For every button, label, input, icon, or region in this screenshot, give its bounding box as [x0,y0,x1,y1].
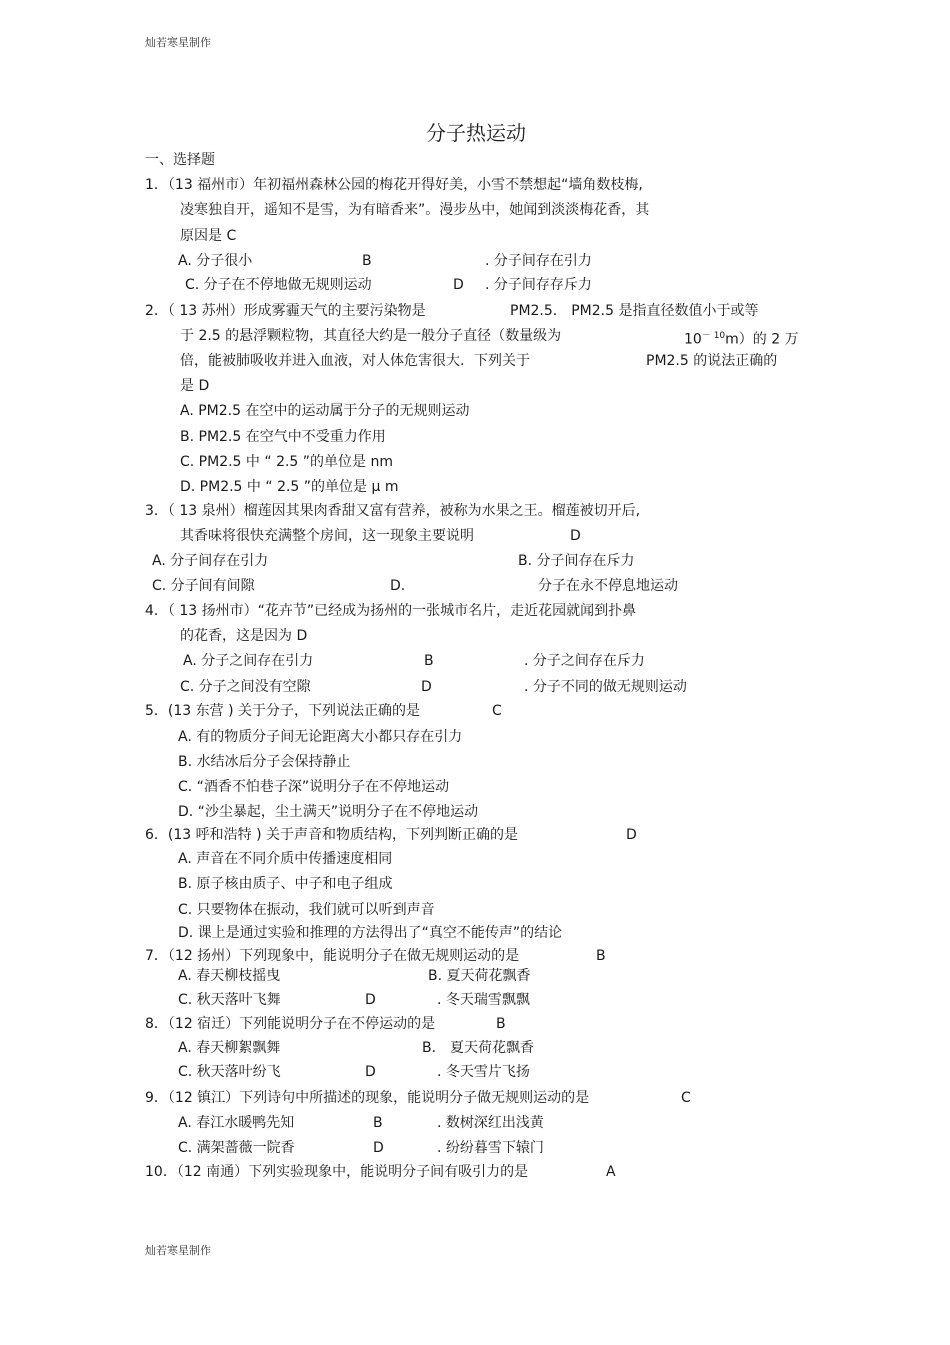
question-2-line-3: 倍，能被肺吸收并进入血液，对人体危害很大．下列关于 [180,353,530,369]
question-3-option-b: B. 分子间存在斥力 [518,553,635,569]
question-9-option-b: . 数树深红出浅黄 [437,1115,544,1131]
question-7-option-d-letter: D [365,992,376,1008]
page-footer: 灿若寒星制作 [145,1244,211,1257]
question-9-option-c: C. 满架蔷薇一院香 [178,1140,295,1156]
question-7-option-b: B. 夏天荷花飘香 [428,968,531,984]
question-6-option-c: C. 只要物体在振动，我们就可以听到声音 [178,902,435,918]
question-3-option-c: C. 分子间有间隙 [152,578,255,594]
question-5-answer: C [492,703,502,719]
page-title: 分子热运动 [426,121,526,145]
question-7-option-a: A. 春天柳枝摇曳 [178,968,281,984]
question-4-option-d: . 分子不同的做无规则运动 [524,679,687,695]
question-4-line-1: 4．（ 13 扬州市）“花卉节”已经成为扬州的一张城市名片，走近花园就闻到扑鼻 [145,603,637,619]
question-1-option-a: A. 分子很小 [178,253,253,269]
question-10-answer: A [606,1164,616,1180]
question-4-option-c: C. 分子之间没有空隙 [180,679,311,695]
question-6-option-d: D. 课上是通过实验和推理的方法得出了“真空不能传声”的结论 [178,925,563,941]
question-9-option-d: . 纷纷暮雪下辕门 [437,1140,544,1156]
question-4-option-b-letter: B [424,653,434,669]
question-2-option-b: B. PM2.5 在空气中不受重力作用 [180,429,386,445]
question-2-option-d: D. PM2.5 中 “ 2.5 ”的单位是 μ m [180,479,399,495]
question-1-option-d-letter: D [453,277,464,293]
question-2-line-2: 于 2.5 的悬浮颗粒物，其直径大约是一般分子直径（数量级为 [180,328,562,344]
question-1-line-1: 1．（13 福州市）年初福州森林公园的梅花开得好美，小雪不禁想起“墙角数枝梅, [145,177,643,193]
question-1-option-b: . 分子间存在引力 [485,253,592,269]
question-3-option-d: 分子在永不停息地运动 [538,578,678,594]
question-4-line-2: 的花香，这是因为 D [180,628,308,644]
question-5-option-d: D. “沙尘暴起，尘土满天”说明分子在不停地运动 [178,804,479,820]
question-8-line-1: 8．（12 宿迁）下列能说明分子在不停运动的是 [145,1016,436,1032]
question-7-option-c: C. 秋天落叶飞舞 [178,992,281,1008]
question-8-option-c: C. 秋天落叶纷飞 [178,1064,281,1080]
question-8-answer: B [496,1016,506,1032]
question-2-option-a: A. PM2.5 在空中的运动属于分子的无规则运动 [180,403,470,419]
question-7-option-d: . 冬天瑞雪飘飘 [437,992,530,1008]
question-9-option-d-letter: D [373,1140,384,1156]
question-5-option-b: B. 水结冰后分子会保持静止 [178,754,351,770]
question-8-option-a: A. 春天柳絮飘舞 [178,1040,281,1056]
question-1-line-2: 凌寒独自开，遥知不是雪，为有暗香来”。漫步丛中，她闻到淡淡梅花香，其 [180,202,650,218]
question-9-option-b-letter: B [373,1115,383,1131]
question-3-option-d-letter: D. [390,578,406,594]
question-4-option-d-letter: D [421,679,432,695]
question-2-line-1: 2．（ 13 苏州）形成雾霾天气的主要污染物是 [145,303,426,319]
question-5-line-1: 5．(13 东营 ) 关于分子，下列说法正确的是 [145,703,420,719]
question-5-option-c: C. “酒香不怕巷子深”说明分子在不停地运动 [178,779,450,795]
question-3-line-2: 其香味将很快充满整个房间，这一现象主要说明 [180,528,474,544]
section-heading: 一、选择题 [145,152,215,168]
question-2-line-1-cont: PM2.5． PM2.5 是指直径数值小于或等 [510,303,759,319]
question-9-line-1: 9．（12 镇江）下列诗句中所描述的现象，能说明分子做无规则运动的是 [145,1090,590,1106]
question-1-line-3: 原因是 C [180,228,237,244]
question-4-option-b: . 分子之间存在斥力 [524,653,645,669]
question-8-option-b: B． 夏天荷花飘香 [422,1040,535,1056]
question-6-option-b: B. 原子核由质子、中子和电子组成 [178,876,393,892]
question-9-answer: C [681,1090,691,1106]
question-1-option-b-letter: B [362,253,372,269]
question-6-line-1: 6．(13 呼和浩特 ) 关于声音和物质结构，下列判断正确的是 [145,827,518,843]
question-5-option-a: A. 有的物质分子间无论距离大小都只存在引力 [178,729,463,745]
question-6-option-a: A. 声音在不同介质中传播速度相同 [178,851,393,867]
question-6-answer: D [626,827,637,843]
question-1-option-c: C. 分子在不停地做无规则运动 [185,277,372,293]
question-2-line-3-cont: PM2.5 的说法正确的 [646,353,778,369]
question-3-answer: D [570,528,581,544]
question-7-answer: B [596,948,606,964]
question-2-line-2-exponent: $10^{- 10}m$）的 2 万 [684,331,799,348]
question-1-option-d: . 分子间存存斥力 [485,277,592,293]
question-9-option-a: A. 春江水暖鸭先知 [178,1115,295,1131]
question-8-option-d-letter: D [365,1064,376,1080]
question-10-line-1: 10．（12 南通）下列实验现象中，能说明分子间有吸引力的是 [145,1164,529,1180]
question-8-option-d: . 冬天雪片飞扬 [437,1064,530,1080]
question-7-line-1: 7．（12 扬州）下列现象中，能说明分子在做无规则运动的是 [145,948,520,964]
question-3-option-a: A. 分子间存在引力 [152,553,269,569]
question-2-line-4: 是 D [180,378,210,394]
page-header: 灿若寒星制作 [145,36,211,49]
question-3-line-1: 3．（ 13 泉州）榴莲因其果肉香甜又富有营养，被称为水果之王。榴莲被切开后, [145,503,641,519]
question-4-option-a: A. 分子之间存在引力 [183,653,314,669]
question-2-option-c: C. PM2.5 中 “ 2.5 ”的单位是 nm [180,454,393,470]
